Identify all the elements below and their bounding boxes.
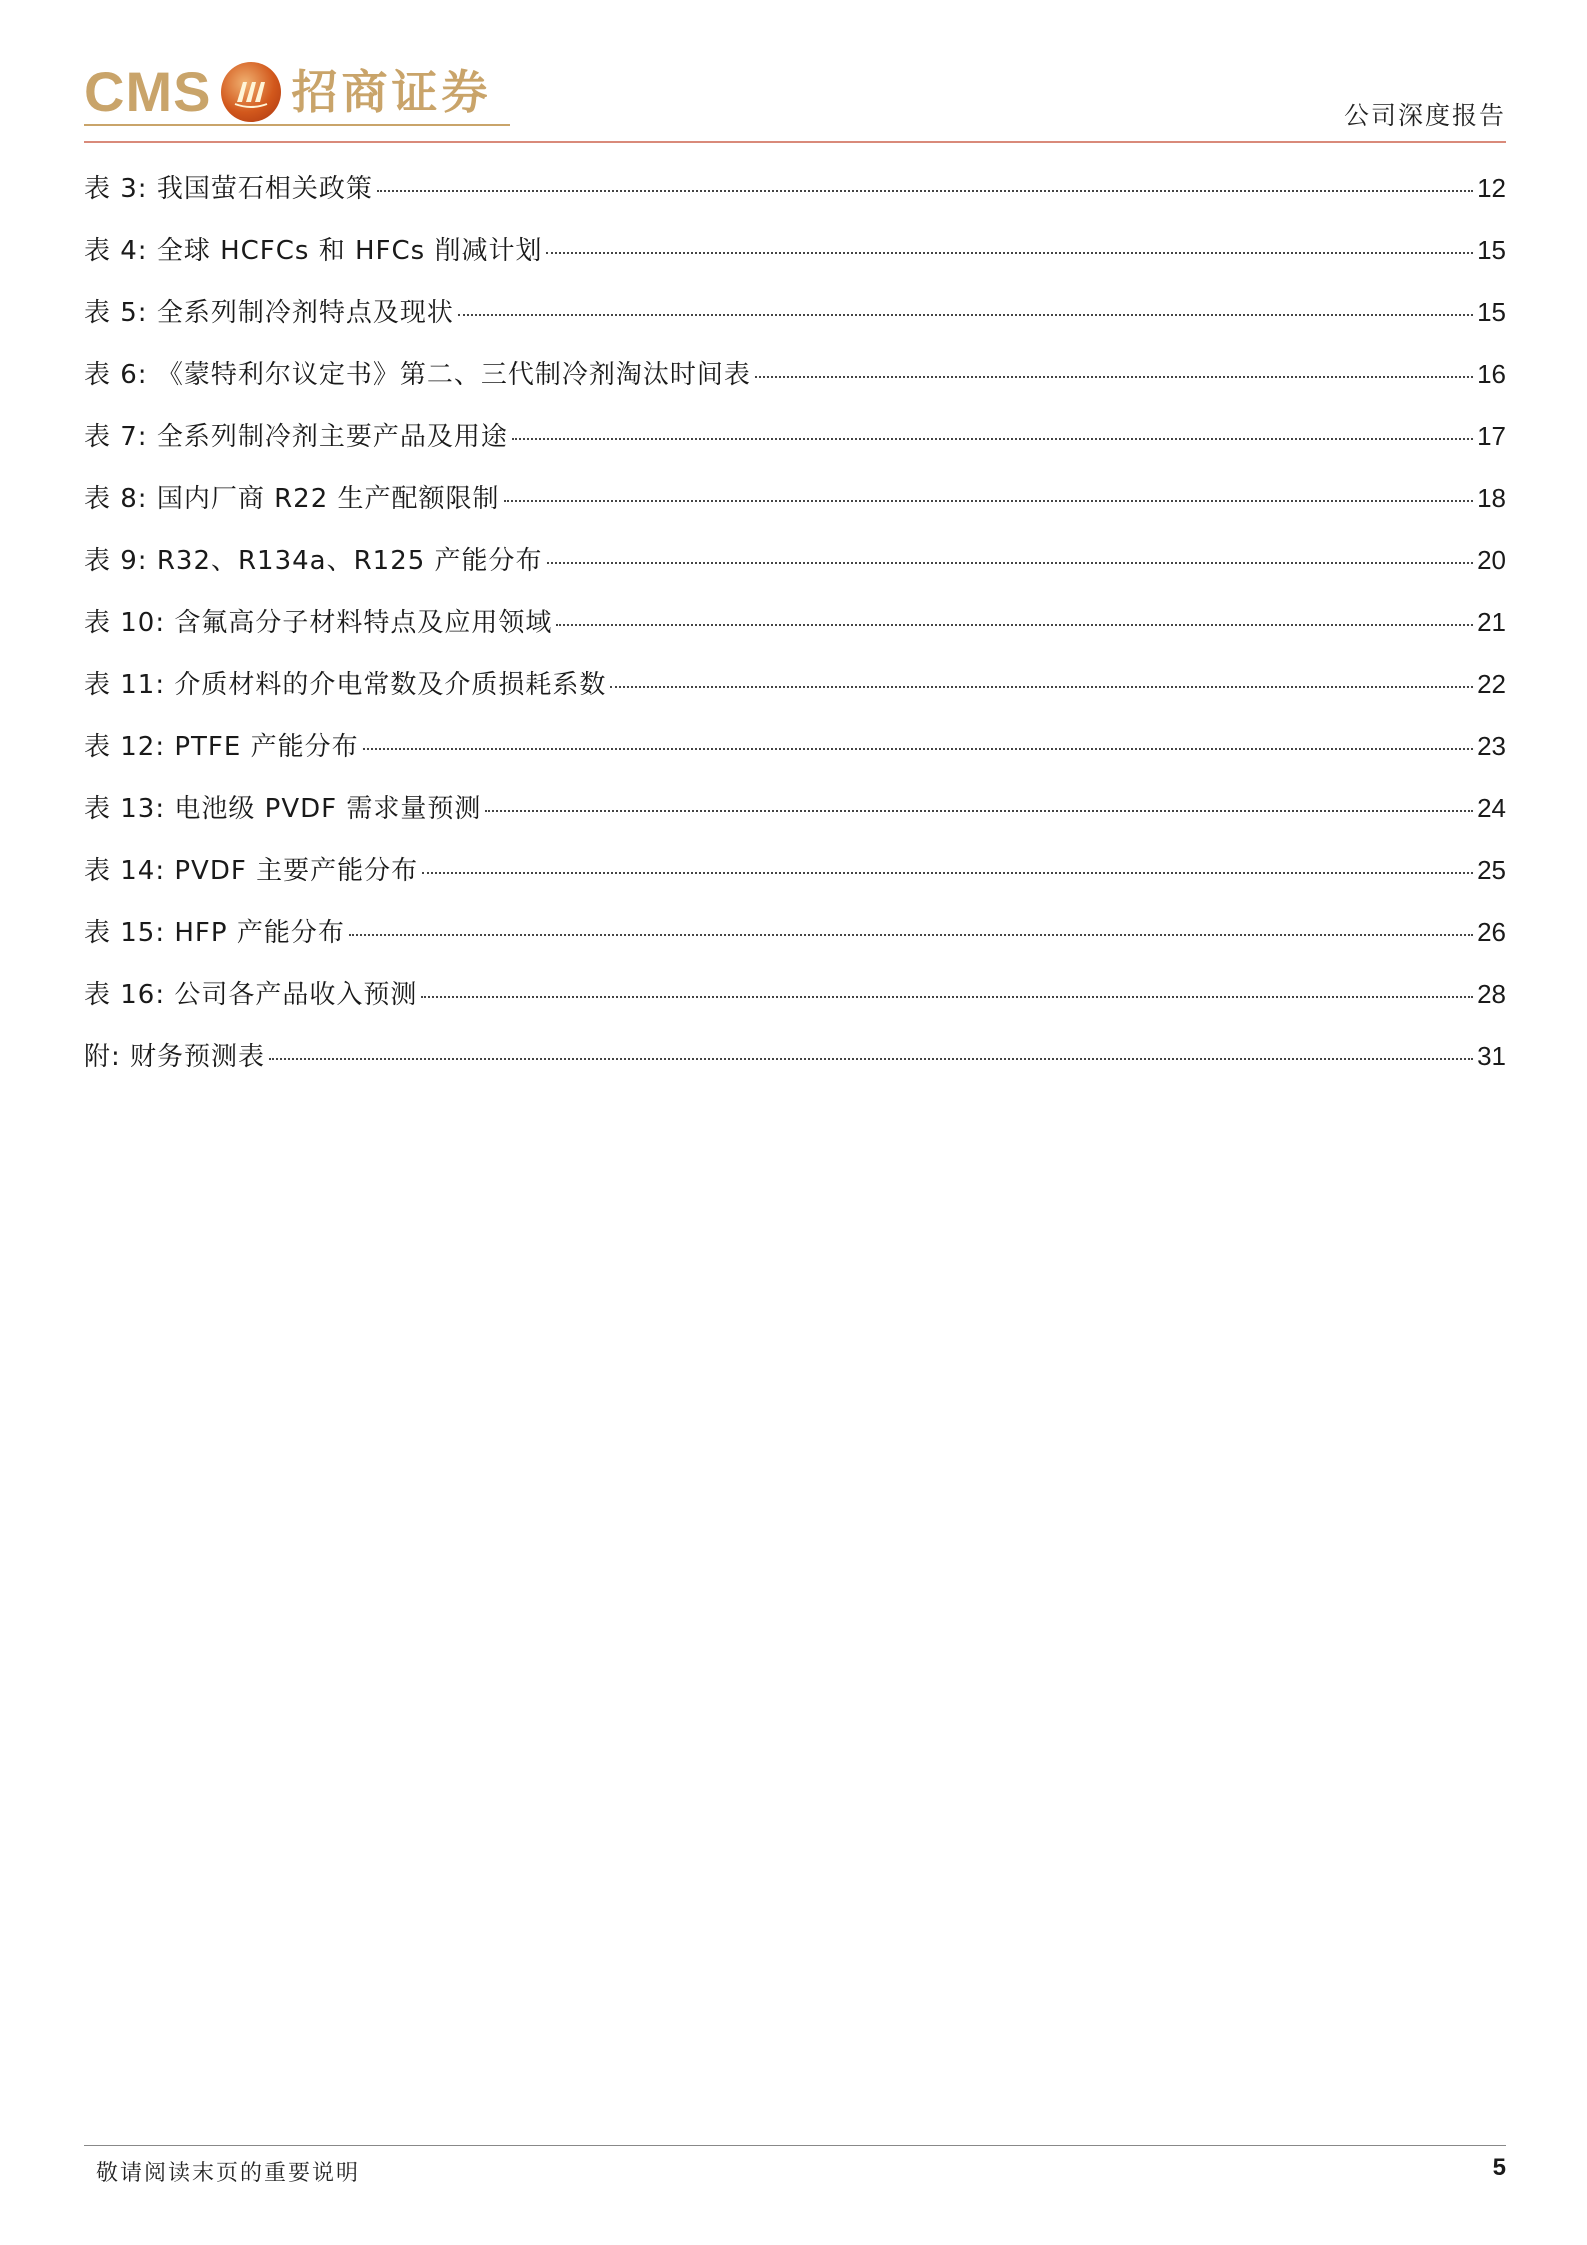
toc-entry-page[interactable]: 21 bbox=[1477, 607, 1506, 637]
logo-chinese-text: 招商证券 bbox=[291, 65, 492, 119]
toc-dot-leader bbox=[458, 314, 1473, 316]
toc-entry-page[interactable]: 26 bbox=[1477, 917, 1506, 947]
toc-entry-title[interactable]: 表 8: 国内厂商 R22 生产配额限制 bbox=[84, 484, 500, 514]
toc-entry[interactable] bbox=[84, 354, 1506, 416]
toc-entry[interactable] bbox=[84, 664, 1506, 726]
toc-entry-title[interactable]: 表 15: HFP 产能分布 bbox=[84, 918, 345, 948]
toc-dot-leader bbox=[377, 190, 1473, 192]
logo-text: CMS bbox=[84, 60, 212, 123]
table-of-contents bbox=[84, 168, 1506, 1098]
toc-entry-page[interactable]: 20 bbox=[1477, 545, 1506, 575]
toc-dot-leader bbox=[363, 748, 1473, 750]
toc-entry-page[interactable]: 15 bbox=[1477, 235, 1506, 265]
toc-entry-page[interactable]: 23 bbox=[1477, 731, 1506, 761]
toc-dot-leader bbox=[755, 376, 1473, 378]
toc-entry-page[interactable]: 22 bbox=[1477, 669, 1506, 699]
toc-entry-title[interactable]: 表 10: 含氟高分子材料特点及应用领域 bbox=[84, 608, 553, 638]
toc-entry-title[interactable]: 表 7: 全系列制冷剂主要产品及用途 bbox=[84, 422, 508, 452]
toc-entry-page[interactable]: 24 bbox=[1477, 793, 1506, 823]
toc-dot-leader bbox=[610, 686, 1473, 688]
toc-entry[interactable] bbox=[84, 1036, 1506, 1098]
toc-dot-leader bbox=[485, 810, 1473, 812]
header-divider bbox=[84, 141, 1506, 143]
toc-entry-title[interactable]: 附: 财务预测表 bbox=[84, 1042, 266, 1072]
toc-entry-title[interactable]: 表 6: 《蒙特利尔议定书》第二、三代制冷剂淘汰时间表 bbox=[84, 360, 751, 390]
toc-entry[interactable] bbox=[84, 168, 1506, 230]
toc-entry[interactable] bbox=[84, 974, 1506, 1036]
toc-entry[interactable] bbox=[84, 602, 1506, 664]
toc-dot-leader bbox=[422, 872, 1473, 874]
toc-entry-title[interactable]: 表 14: PVDF 主要产能分布 bbox=[84, 856, 419, 886]
report-type: 公司深度报告 bbox=[1343, 101, 1506, 130]
footer-divider bbox=[84, 2145, 1506, 2146]
toc-entry-title[interactable]: 表 3: 我国萤石相关政策 bbox=[84, 174, 373, 204]
toc-dot-leader bbox=[512, 438, 1473, 440]
toc-entry-title[interactable]: 表 16: 公司各产品收入预测 bbox=[84, 980, 418, 1010]
toc-entry-page[interactable]: 16 bbox=[1477, 359, 1506, 389]
logo-emblem-icon bbox=[221, 62, 281, 122]
toc-entry[interactable] bbox=[84, 416, 1506, 478]
toc-entry-title[interactable]: 表 12: PTFE 产能分布 bbox=[84, 732, 359, 762]
logo-underline bbox=[84, 124, 510, 126]
toc-dot-leader bbox=[556, 624, 1473, 626]
toc-entry-title[interactable]: 表 13: 电池级 PVDF 需求量预测 bbox=[84, 794, 482, 824]
page-header bbox=[84, 56, 1506, 146]
toc-entry-title[interactable]: 表 11: 介质材料的介电常数及介质损耗系数 bbox=[84, 670, 607, 700]
toc-dot-leader bbox=[421, 996, 1473, 998]
footer-disclaimer: 敬请阅读末页的重要说明 bbox=[96, 2161, 361, 2186]
toc-entry-page[interactable]: 28 bbox=[1477, 979, 1506, 1009]
toc-entry-page[interactable]: 25 bbox=[1477, 855, 1506, 885]
toc-entry[interactable] bbox=[84, 850, 1506, 912]
toc-entry-title[interactable]: 表 5: 全系列制冷剂特点及现状 bbox=[84, 298, 454, 328]
toc-entry[interactable] bbox=[84, 912, 1506, 974]
toc-dot-leader bbox=[269, 1058, 1473, 1060]
toc-dot-leader bbox=[349, 934, 1473, 936]
toc-entry[interactable] bbox=[84, 726, 1506, 788]
toc-entry-title[interactable]: 表 9: R32、R134a、R125 产能分布 bbox=[84, 546, 543, 576]
toc-entry[interactable] bbox=[84, 230, 1506, 292]
toc-entry-page[interactable]: 17 bbox=[1477, 421, 1506, 451]
toc-entry[interactable] bbox=[84, 292, 1506, 354]
toc-entry-title[interactable]: 表 4: 全球 HCFCs 和 HFCs 削减计划 bbox=[84, 236, 543, 266]
toc-entry-page[interactable]: 12 bbox=[1477, 173, 1506, 203]
toc-dot-leader bbox=[546, 252, 1473, 254]
cms-logo bbox=[84, 56, 491, 128]
page-number: 5 bbox=[1492, 2154, 1506, 2181]
toc-dot-leader bbox=[504, 500, 1474, 502]
toc-entry-page[interactable]: 18 bbox=[1477, 483, 1506, 513]
toc-dot-leader bbox=[547, 562, 1474, 564]
toc-entry-page[interactable]: 31 bbox=[1477, 1041, 1506, 1071]
toc-entry-page[interactable]: 15 bbox=[1477, 297, 1506, 327]
toc-entry[interactable] bbox=[84, 478, 1506, 540]
toc-entry[interactable] bbox=[84, 540, 1506, 602]
toc-entry[interactable] bbox=[84, 788, 1506, 850]
